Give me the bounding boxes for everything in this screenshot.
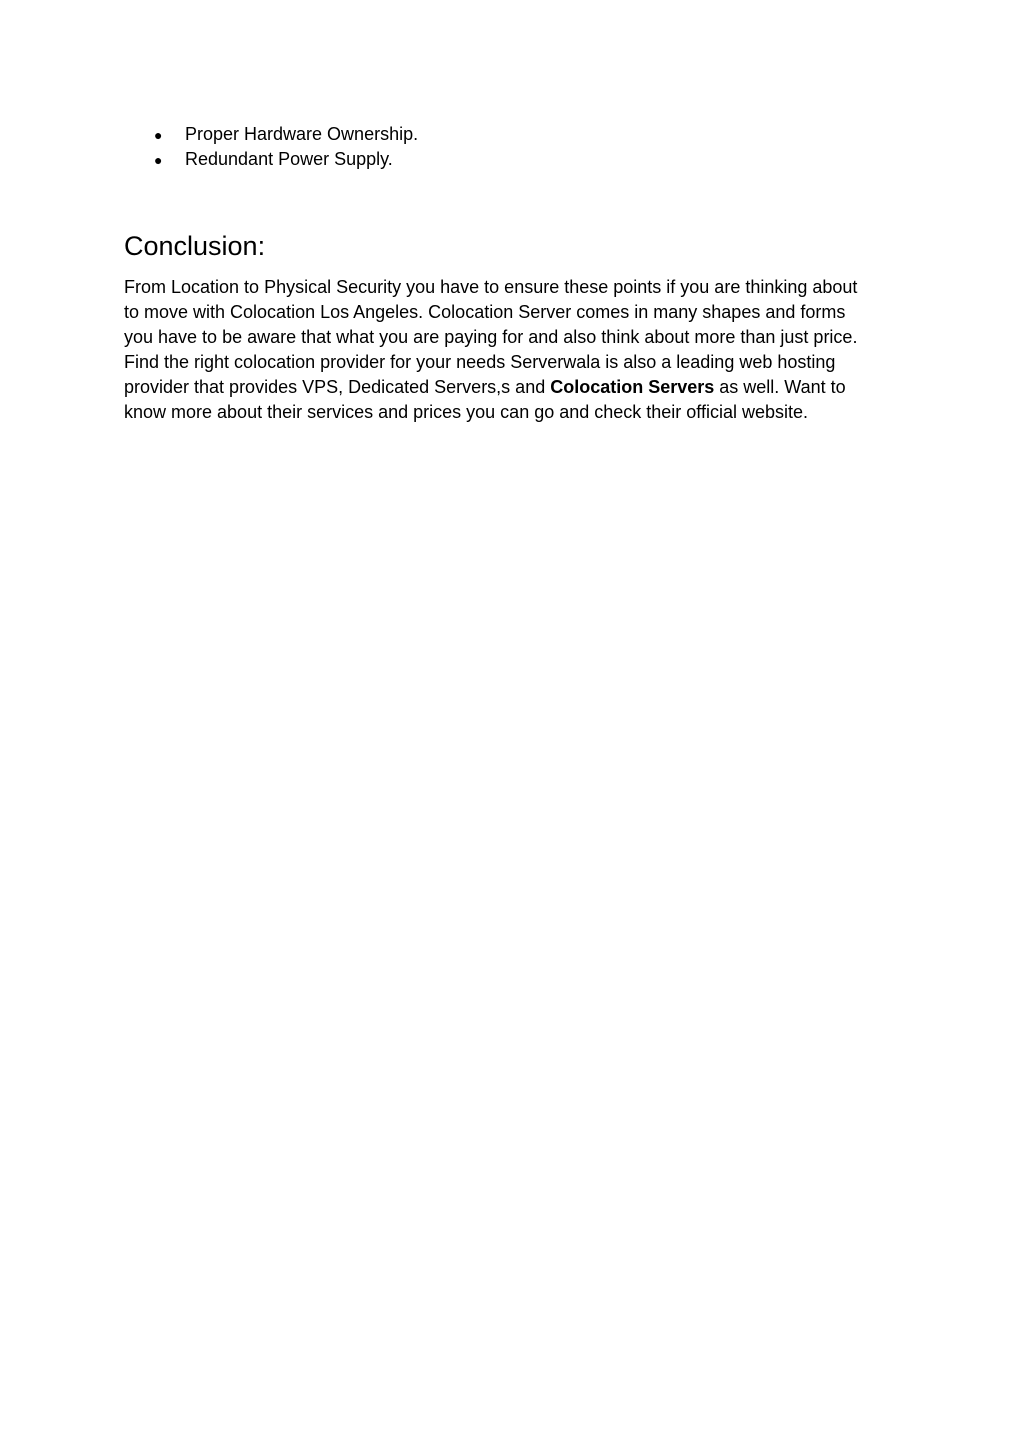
list-item	[154, 147, 418, 172]
section-heading: Conclusion:	[124, 231, 266, 261]
paragraph-text: provider that provides VPS, Dedicated Servers,s and	[124, 377, 551, 397]
conclusion-paragraph	[124, 275, 904, 425]
bullet-icon: ●	[154, 152, 163, 168]
list-item	[154, 122, 418, 147]
bold-phrase: Colocation Servers	[550, 377, 715, 397]
paragraph-line	[124, 375, 904, 400]
bullet-list	[154, 122, 418, 172]
paragraph-line: know more about their services and prices you can go and check their official website.	[124, 402, 809, 422]
bullet-text: Redundant Power Supply.	[185, 149, 393, 169]
bullet-icon: ●	[154, 127, 163, 143]
paragraph-text: as well. Want to	[714, 377, 846, 397]
bullet-text: Proper Hardware Ownership.	[185, 124, 419, 144]
paragraph-line: to move with Colocation Los Angeles. Colocation Server comes in many shapes and forms	[124, 302, 846, 322]
paragraph-line: From Location to Physical Security you have to ensure these points if you are thinking about	[124, 277, 858, 297]
paragraph-line: Find the right colocation provider for your needs Serverwala is also a leading web hosting	[124, 352, 836, 372]
paragraph-line: you have to be aware that what you are paying for and also think about more than just price.	[124, 327, 858, 347]
